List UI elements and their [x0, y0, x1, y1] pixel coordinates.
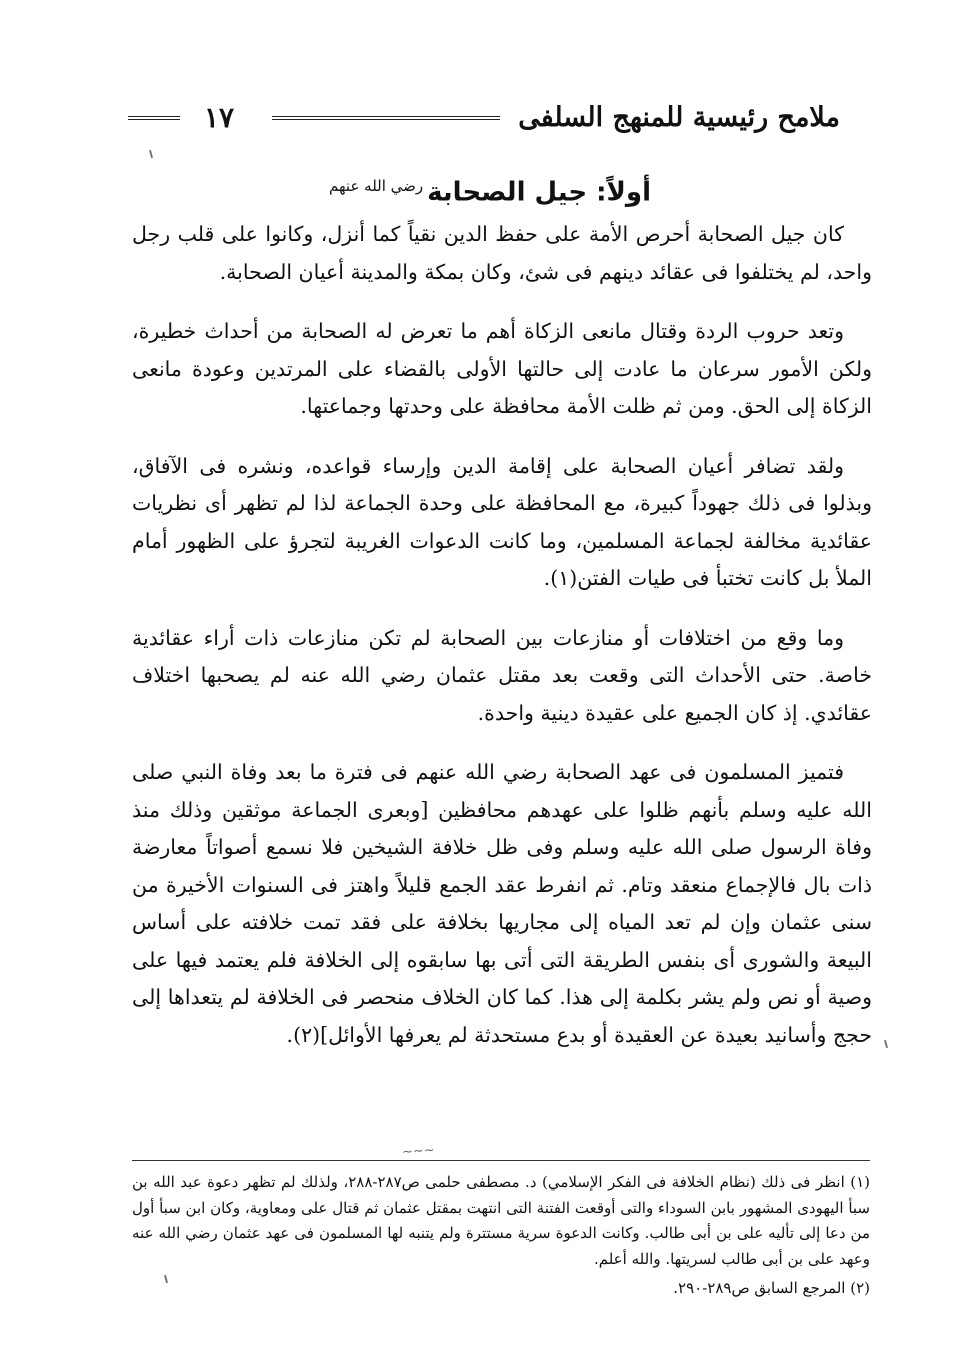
footnotes	[132, 1170, 870, 1306]
footnote-1: (١) انظر فى ذلك (نظام الخلافة فى الفكر الإسلامي) د. مصطفى حلمى ص٢٨٧-٢٨٨، ولذلك لم تظهر دعوة عبد الله بن سبأ اليهودى المشهور بابن السوداء والتى أوقعت الفتنة التى انتهت بمقتل عثمان ثم قتال على ومعاوية، وكان ابن سبأ أول من دعا إلى تأليه على بن أبى طالب. وكانت الدعوة سرية مستترة ولم يتنبه لها المسلمون فى عهد عثمان رضي الله عنه وعهد على بن أبى طالب لسريتها. والله أعلم.	[132, 1173, 870, 1268]
paragraph-2: وتعد حروب الردة وقتال مانعى الزكاة أهم ما تعرض له الصحابة من أحداث خطيرة، ولكن الأمور سرعان ما عادت إلى حالتها الأولى بالقضاء على المرتدين وعودة مانعى الزكاة إلى الحق. ومن ثم ظلت الأمة محافظة على وحدتها وجماعتها.	[132, 319, 872, 418]
margin-tick	[149, 150, 153, 158]
paragraph-3: ولقد تضافر أعيان الصحابة على إقامة الدين وإرساء قواعده، ونشره فى الآفاق، وبذلوا فى ذلك جهوداً كبيرة، مع المحافظة على وحدة الجماعة لذا لم تظهر أى نظريات عقائدية مخالفة لجماعة المسلمين، وما كانت الدعوات الغريبة لتجرؤ على الظهور أمام الملأ بل كانت تختبأ فى طيات الفتن(١).	[132, 453, 872, 590]
body-text	[132, 216, 872, 1076]
paragraph-5: فتميز المسلمون فى عهد الصحابة رضي الله عنهم فى فترة ما بعد وفاة النبي صلى الله عليه وسلم بأنهم ظلوا على عهدهم محافظين [وبعرى الجماعة موثقين وذلك منذ وفاة الرسول صلى الله عليه وسلم وفى ظل خلافة الشيخين فلا نسمع أصواتاً معارضة ذات بال فالإجماع منعقد وتام. ثم انفرط عقد الجمع قليلاً واهتز فى السنوات الأخيرة من سنى عثمان وإن لم تعد المياه إلى مجاريها بخلافة على فقد تمت خلافته على أساس البيعة والشورى أى بنفس الطريقة التى أتى بها سابقوه إلى الخلافة فلم يعتمد فيها على وصية أو نص ولم يشر بكلمة إلى هذا. كما كان الخلاف منحصر فى الخلافة لم يتعداها إلى حجج وأسانيد بعيدة عن العقيدة أو بدع مستحدثة لم يعرفها الأوائل](٢).	[132, 760, 872, 1047]
margin-tick	[884, 1040, 888, 1048]
footnote-2: (٢) المرجع السابق ص٢٨٩-٢٩٠.	[673, 1279, 870, 1297]
page-number: ١٧	[203, 101, 235, 134]
honorific-glyph: رضي الله عنهم	[329, 177, 424, 195]
footnote-separator	[132, 1160, 870, 1161]
paragraph-4: وما وقع من اختلافات أو منازعات بين الصحابة لم تكن منازعات ذات أراء عقائدية خاصة. حتى الأحداث التى وقعت بعد مقتل عثمان رضي الله عنه لم يصحبها اختلاف عقائدي. إذ كان الجميع على عقيدة دينية واحدة.	[132, 625, 872, 725]
running-title: ملامح رئيسية للمنهج السلفى	[518, 102, 840, 133]
paragraph-1: كان جيل الصحابة أحرص الأمة على حفظ الدين نقياً كما أنزل، وكانوا على قلب رجل واحد، لم يختلفوا فى عقائد دينهم فى شئ، وكان بمكة والمدينة أعيان الصحابة.	[132, 222, 872, 284]
running-header	[128, 98, 840, 142]
pencil-annotation: ~~~	[401, 1142, 436, 1161]
section-title	[0, 168, 980, 211]
header-rule-long	[272, 116, 500, 120]
section-title-text: أولاً: جيل الصحابة	[427, 177, 651, 208]
header-rule-short	[128, 116, 180, 120]
